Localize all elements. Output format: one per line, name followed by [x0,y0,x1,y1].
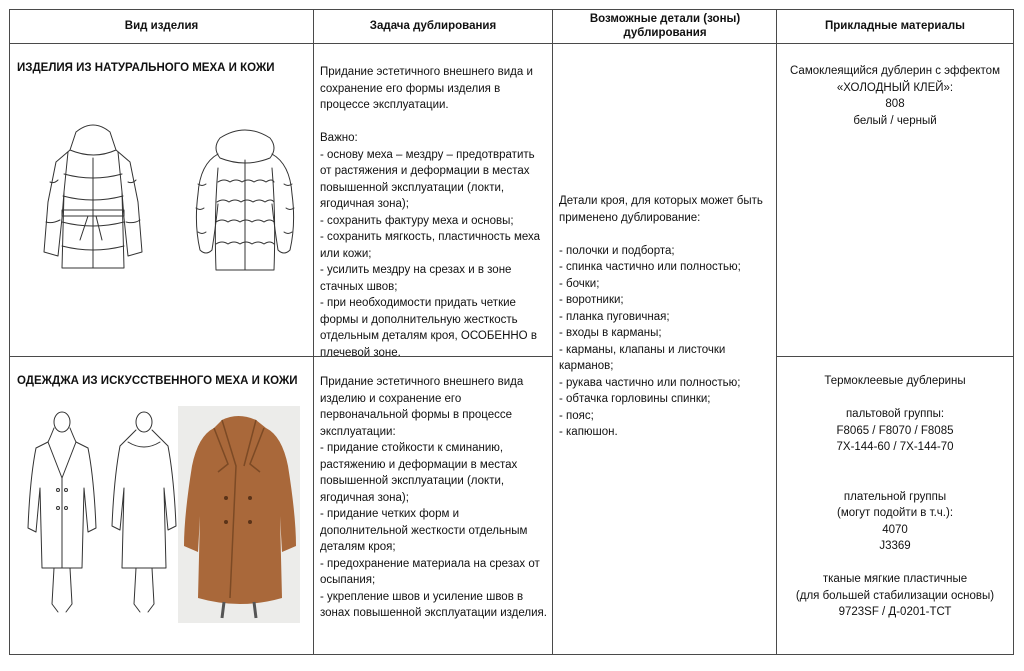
puffer-coat-sketch [38,122,148,272]
grid-col2 [313,9,314,655]
grid-right [1013,9,1014,655]
row2-materials-text: Термоклеевые дублерины пальтовой группы: F8065 / F8070 / F8085 7Х-144-60 / 7Х-144-70 плательной группы (могут подойти в т.ч.): 4070 J3369 тканые мягкие пластичные (для большей стабилизации основы) 9723SF / Д-0201-ТСТ [795,375,995,618]
coat-front-sketch [22,408,102,618]
details-text: Детали кроя, для которых может быть применено дублирование: - полочки и подборта; - спинка частично или полностью; - бочки; - воротники; - планка пуговичная; - входы в карманы; - карманы, клапаны и листочки карманов; - рукава частично или полностью; - обтачка горловины спинки; - пояс; - капюшон. [559,195,763,438]
grid-col4 [776,9,777,655]
header-product-type: Вид изделия [124,20,199,32]
header-details: Возможные детали (зоны) дублирования [589,13,741,39]
row2-task-text: Придание эстетичного внешнего вида изделию и сохранение его первоначальной формы в процессе эксплуатации: - придание стойкости к сминанию, растяжению и деформации в местах повышенной эксплуатации (локти, ягодичная зона); - придание четких форм и дополнительной жесткости отдельным деталям кроя; - предохранение материала на срезах от осыпания; - укрепление швов и усиление швов в зонах повышенной эксплуатации изделия. [320,376,547,619]
header-task: Задача дублирования [369,20,497,32]
grid-left [9,9,10,655]
grid-bottom [9,654,1014,655]
row2-title: ОДЕЖДЖА ИЗ ИСКУССТВЕННОГО МЕХА И КОЖИ [17,375,298,387]
row1-materials-text: Самоклеящийся дублерин с эффектом «ХОЛОДНЫЙ КЛЕЙ»: 808 белый / черный [790,65,1000,127]
grid-row-divider-right [776,356,1014,357]
grid-header-bottom [9,43,1014,44]
row1-task-text: Придание эстетичного внешнего вида и сохранение его формы изделия в процессе эксплуатации. Важно: - основу меха – мездру – предотвратить от растяжения и деформации в местах повышенной эксплуатации (локти, ягодичная зона); - сохранить фактуру меха и основы; - сохранить мягкость, пластичность меха или кожи; - усилить мездру на срезах и в зоне стачных швов; - при необходимости придать четкие формы и дополнительную жесткость отдельным деталям кроя, ОСОБЕННО в плечевой зоне. [320,66,541,359]
teddy-coat-photo-coat [178,406,300,623]
coat-back-sketch [108,408,178,618]
fur-coat-sketch [190,124,300,274]
header-materials: Прикладные материалы [824,20,965,32]
grid-col3 [552,9,553,655]
row1-title: ИЗДЕЛИЯ ИЗ НАТУРАЛЬНОГО МЕХА И КОЖИ [17,62,275,74]
